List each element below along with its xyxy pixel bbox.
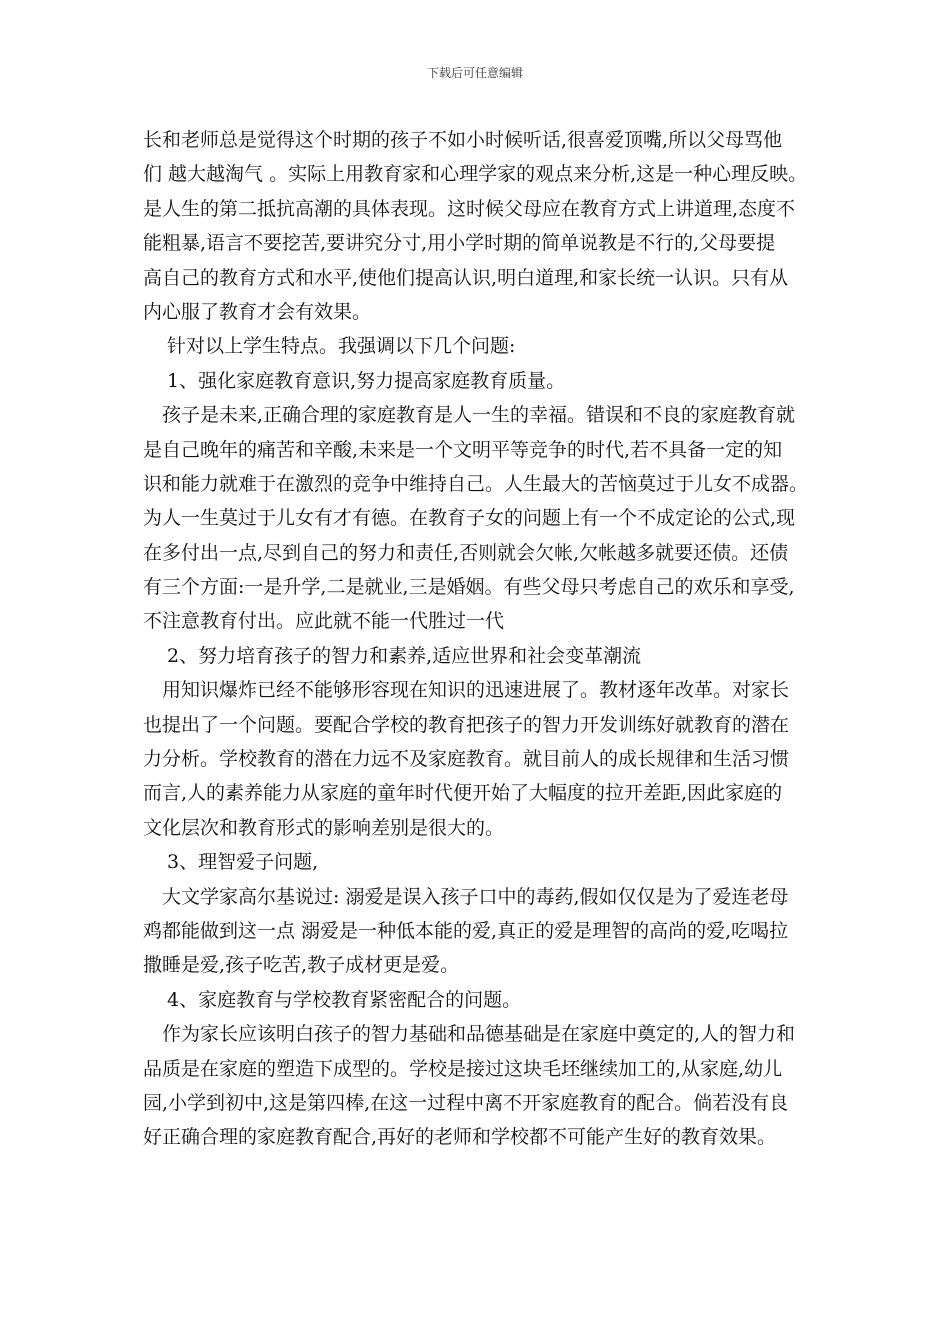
text-line: 大文学家高尔基说过: 溺爱是误入孩子口中的毒药,假如仅仅是为了爱连老母	[162, 885, 789, 908]
text-line: 孩子是未来,正确合理的家庭教育是人一生的幸福。错误和不良的家庭教育就	[162, 404, 796, 427]
section-heading: 2、努力培育孩子的智力和素养,适应世界和社会变革潮流	[167, 644, 642, 667]
text-line: 能粗暴,语言不要挖苦,要讲究分寸,用小学时期的简单说教是不行的,父母要提	[143, 232, 776, 255]
text-line: 长和老师总是觉得这个时期的孩子不如小时候听话,很喜爱顶嘴,所以父母骂他	[143, 129, 783, 151]
text-line: 而言,人的素养能力从家庭的童年时代便开始了大幅度的拉开差距,因此家庭的	[143, 782, 783, 805]
section-heading: 4、家庭教育与学校教育紧密配合的问题。	[167, 988, 522, 1011]
section-heading: 3、理智爱子问题,	[167, 851, 319, 874]
text-line: 用知识爆炸已经不能够形容现在知识的迅速进展了。教材逐年改革。对家长	[162, 679, 790, 702]
document-body	[143, 123, 813, 1155]
text-line: 园,小学到初中,这是第四棒,在这一过程中离不开家庭教育的配合。倘若没有良	[143, 1091, 789, 1114]
page-header: 下载后可任意编辑	[426, 66, 523, 80]
text-line: 们 越大越淘气 。实际上用教育家和心理学家的观点来分析,这是一种心理反映。	[143, 163, 808, 186]
text-line: 为人一生莫过于儿女有才有德。在教育子女的问题上有一个不成定论的公式,现	[143, 507, 796, 530]
text-line: 品质是在家庭的塑造下成型的。学校是接过这块毛坯继续加工的,从家庭,幼儿	[143, 1057, 783, 1080]
text-line: 高自己的教育方式和水平,使他们提高认识,明白道理,和家长统一认识。只有从	[143, 266, 789, 289]
text-line: 是自己晚年的痛苦和辛酸,未来是一个文明平等竞争的时代,若不具备一定的知	[143, 438, 783, 461]
text-line: 不注意教育付出。应此就不能一代胜过一代	[143, 610, 505, 633]
text-line: 力分析。学校教育的潜在力远不及家庭教育。就目前人的成长规律和生活习惯	[143, 748, 790, 771]
text-line: 撒睡是爱,孩子吃苦,教子成材更是爱。	[143, 954, 460, 977]
text-line: 作为家长应该明白孩子的智力基础和品德基础是在家庭中奠定的,人的智力和	[162, 1023, 796, 1046]
text-line: 识和能力就难于在激烈的竞争中维持自己。人生最大的苦恼莫过于儿女不成器。	[143, 472, 809, 495]
text-line: 文化层次和教育形式的影响差别是很大的。	[143, 816, 505, 839]
text-line: 在多付出一点,尽到自己的努力和责任,否则就会欠帐,欠帐越多就要还债。还债	[143, 541, 789, 564]
text-line: 好正确合理的家庭教育配合,再好的老师和学校都不可能产生好的教育效果。	[143, 1126, 777, 1149]
text-line: 鸡都能做到这一点 溺爱是一种低本能的爱,真正的爱是理智的高尚的爱,吃喝拉	[143, 919, 789, 942]
text-line: 有三个方面:一是升学,二是就业,三是婚姻。有些父母只考虑自己的欢乐和享受,	[143, 576, 795, 599]
text-line: 内心服了教育才会有效果。	[143, 300, 372, 323]
text-line: 是人生的第二抵抗高潮的具体表现。这时候父母应在教育方式上讲道理,态度不	[143, 197, 796, 220]
section-heading: 1、强化家庭教育意识,努力提高家庭教育质量。	[167, 369, 566, 392]
text-line: 也提出了一个问题。要配合学校的教育把孩子的智力开发训练好就教育的潜在	[143, 713, 790, 736]
paragraph-intro: 针对以上学生特点。我强调以下几个问题:	[167, 335, 516, 358]
